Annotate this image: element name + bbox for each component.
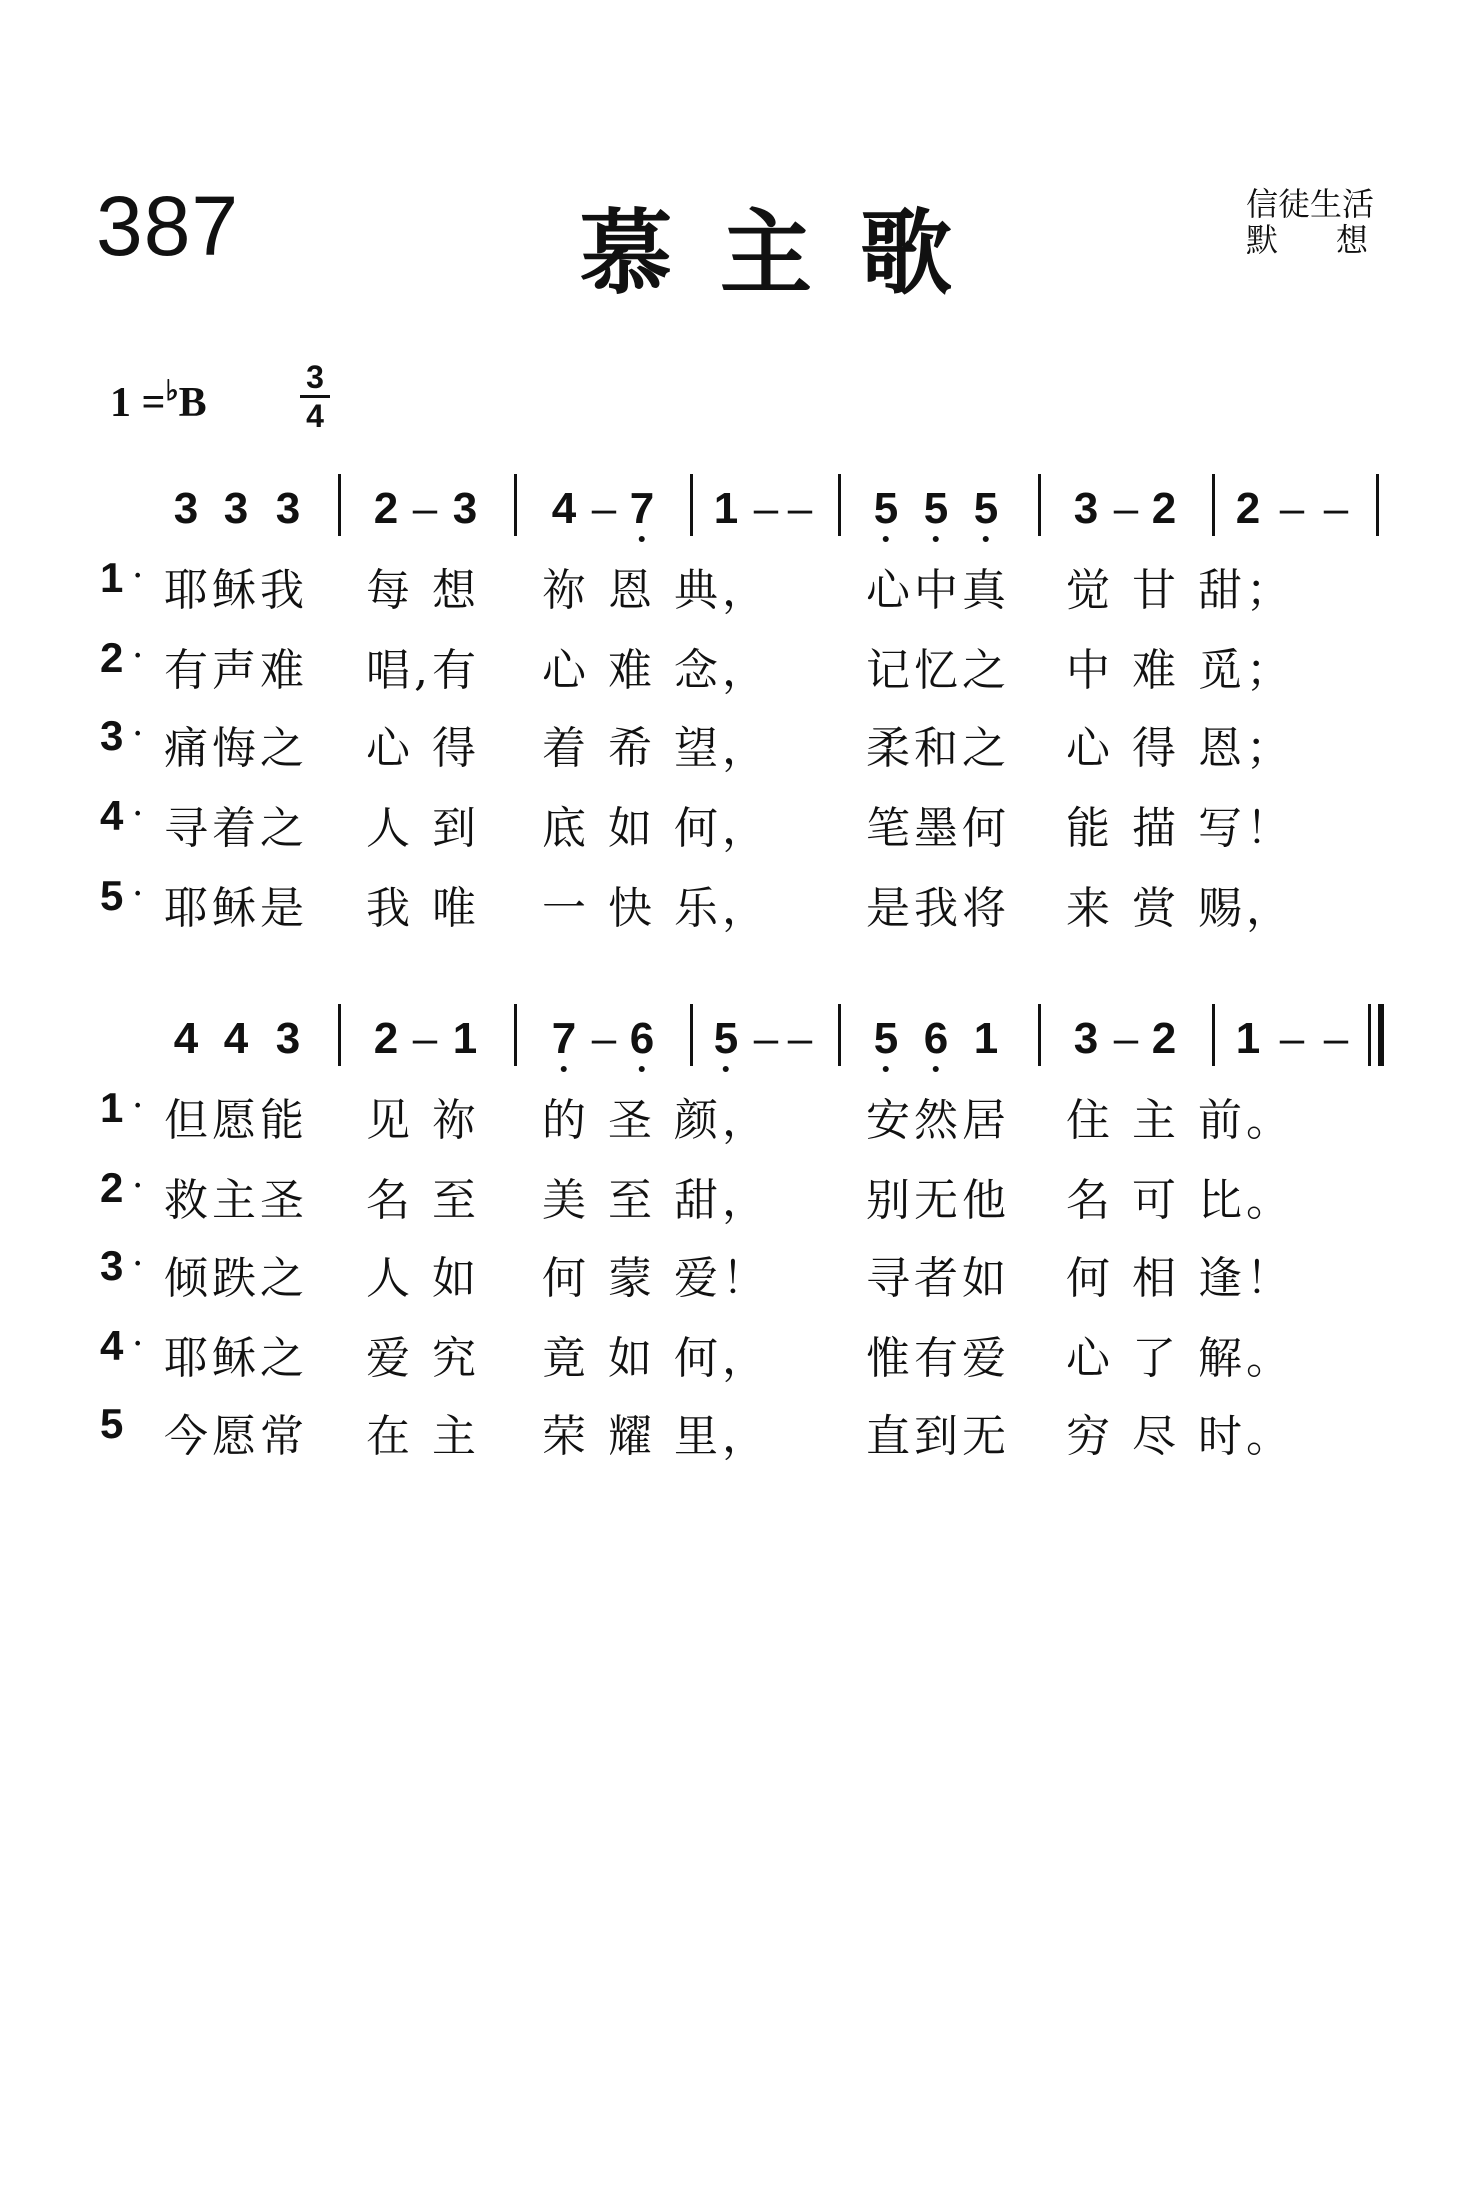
note: 3 bbox=[452, 484, 478, 533]
key-tonic: B bbox=[178, 380, 207, 426]
barline bbox=[1212, 474, 1215, 536]
lyric-phrase: 安然居 bbox=[866, 1095, 1010, 1146]
lyric-phrase: 爱 究 bbox=[366, 1333, 480, 1384]
verse-row-1 bbox=[0, 1078, 1476, 1146]
lyric-phrase: 每 想 bbox=[366, 565, 480, 616]
verse-dot: · bbox=[132, 556, 144, 597]
verse-number: 3 bbox=[100, 1242, 124, 1289]
dash: – bbox=[753, 484, 779, 533]
verse-number: 5 bbox=[100, 1400, 124, 1447]
dash: – bbox=[787, 1014, 813, 1063]
lyric-phrase: 中 难 觅； bbox=[1066, 645, 1294, 696]
verse-row-4 bbox=[0, 786, 1476, 854]
verse-number: 5 bbox=[100, 872, 124, 919]
lyric-phrase: 救主圣 bbox=[164, 1175, 308, 1226]
barline bbox=[1376, 474, 1379, 536]
lyric-phrase: 耶稣是 bbox=[164, 883, 308, 934]
note: 3 bbox=[1073, 1014, 1099, 1063]
dash: – bbox=[412, 1014, 438, 1063]
verse-dot: · bbox=[132, 1086, 144, 1127]
lyric-phrase: 是我将 bbox=[866, 883, 1010, 934]
verse-dot: · bbox=[132, 636, 144, 677]
lyric-phrase: 竟 如 何， bbox=[542, 1333, 770, 1384]
barline bbox=[338, 474, 341, 536]
notation-row-2 bbox=[0, 1004, 1476, 1074]
lyric-phrase: 在 主 bbox=[366, 1411, 480, 1462]
dash: – bbox=[591, 1014, 617, 1063]
hymn-title: 慕主歌 bbox=[580, 200, 1001, 307]
note: 3 bbox=[1073, 484, 1099, 533]
verse-number: 1 bbox=[100, 554, 124, 601]
barline bbox=[838, 1004, 841, 1066]
lyric-phrase: 的 圣 颜， bbox=[542, 1095, 770, 1146]
lyric-phrase: 今愿常 bbox=[164, 1411, 308, 1462]
time-signature-top: 3 bbox=[306, 359, 324, 395]
lyric-phrase: 穷 尽 时。 bbox=[1066, 1411, 1294, 1462]
note: 2 bbox=[1151, 484, 1177, 533]
lyric-phrase: 记忆之 bbox=[866, 645, 1010, 696]
lyric-phrase: 寻着之 bbox=[164, 803, 308, 854]
note: 1 bbox=[973, 1014, 999, 1063]
note: 5 bbox=[713, 1014, 739, 1063]
note: 1 bbox=[1235, 1014, 1261, 1063]
note: 2 bbox=[373, 1014, 399, 1063]
verse-row-5 bbox=[0, 866, 1476, 934]
verse-row-2 bbox=[0, 1158, 1476, 1226]
lyric-phrase: 人 到 bbox=[366, 803, 480, 854]
time-signature-bottom: 4 bbox=[306, 398, 324, 434]
verse-dot: · bbox=[132, 1166, 144, 1207]
note: 5 bbox=[873, 1014, 899, 1063]
note: 3 bbox=[275, 1014, 301, 1063]
verse-number: 4 bbox=[100, 792, 124, 839]
note: 3 bbox=[223, 484, 249, 533]
lyric-phrase: 何 相 逢！ bbox=[1066, 1253, 1294, 1304]
lyric-phrase: 着 希 望， bbox=[542, 723, 770, 774]
lyric-phrase: 祢 恩 典， bbox=[542, 565, 770, 616]
dash: – bbox=[787, 484, 813, 533]
lyric-phrase: 心中真 bbox=[866, 565, 1010, 616]
lyric-phrase: 美 至 甜， bbox=[542, 1175, 770, 1226]
key-signature bbox=[110, 374, 207, 427]
verse-dot: · bbox=[132, 794, 144, 835]
dash: – bbox=[591, 484, 617, 533]
barline bbox=[1038, 1004, 1041, 1066]
note: 6 bbox=[629, 1014, 655, 1063]
verse-number: 2 bbox=[100, 1164, 124, 1211]
verse-row-4 bbox=[0, 1316, 1476, 1384]
barline bbox=[338, 1004, 341, 1066]
lyric-phrase: 耶稣之 bbox=[164, 1333, 308, 1384]
lyric-phrase: 住 主 前。 bbox=[1066, 1095, 1294, 1146]
note: 4 bbox=[551, 484, 577, 533]
verse-row-5 bbox=[0, 1394, 1476, 1462]
verse-row-2 bbox=[0, 628, 1476, 696]
lyric-phrase: 柔和之 bbox=[866, 723, 1010, 774]
note: 5 bbox=[873, 484, 899, 533]
dash: – bbox=[1113, 484, 1139, 533]
dash: – bbox=[1279, 484, 1305, 533]
lyric-phrase: 来 赏 赐， bbox=[1066, 883, 1294, 934]
verse-row-3 bbox=[0, 706, 1476, 774]
note: 3 bbox=[173, 484, 199, 533]
lyric-phrase: 荣 耀 里， bbox=[542, 1411, 770, 1462]
lyric-phrase: 别无他 bbox=[866, 1175, 1010, 1226]
barline bbox=[1038, 474, 1041, 536]
final-barline bbox=[1378, 1004, 1384, 1066]
lyric-phrase: 名 可 比。 bbox=[1066, 1175, 1294, 1226]
note: 5 bbox=[973, 484, 999, 533]
dash: – bbox=[1323, 484, 1349, 533]
note: 5 bbox=[923, 484, 949, 533]
source-author: 默想 bbox=[1246, 221, 1427, 259]
lyric-phrase: 觉 甘 甜； bbox=[1066, 565, 1294, 616]
verse-row-3 bbox=[0, 1236, 1476, 1304]
lyric-phrase: 笔墨何 bbox=[866, 803, 1010, 854]
note: 6 bbox=[923, 1014, 949, 1063]
barline bbox=[1368, 1004, 1371, 1066]
verse-dot: · bbox=[132, 874, 144, 915]
lyric-phrase: 人 如 bbox=[366, 1253, 480, 1304]
lyric-phrase: 心 得 恩； bbox=[1066, 723, 1294, 774]
lyric-phrase: 直到无 bbox=[866, 1411, 1010, 1462]
note: 2 bbox=[373, 484, 399, 533]
dash: – bbox=[753, 1014, 779, 1063]
lyric-phrase: 心 得 bbox=[366, 723, 480, 774]
dash: – bbox=[1279, 1014, 1305, 1063]
note: 2 bbox=[1151, 1014, 1177, 1063]
note: 4 bbox=[223, 1014, 249, 1063]
lyric-phrase: 唱,有 bbox=[366, 645, 480, 696]
hymn-number: 387 bbox=[96, 179, 240, 273]
time-signature bbox=[300, 360, 330, 433]
note: 2 bbox=[1235, 484, 1261, 533]
source-credit bbox=[1246, 186, 1426, 258]
lyric-phrase: 寻者如 bbox=[866, 1253, 1010, 1304]
barline bbox=[690, 474, 693, 536]
lyric-phrase: 底 如 何， bbox=[542, 803, 770, 854]
dash: – bbox=[1113, 1014, 1139, 1063]
lyric-phrase: 倾跌之 bbox=[164, 1253, 308, 1304]
notation-row-1 bbox=[0, 474, 1476, 544]
verse-dot: · bbox=[132, 714, 144, 755]
flat-symbol: ♭ bbox=[165, 376, 179, 407]
lyric-phrase: 心 了 解。 bbox=[1066, 1333, 1294, 1384]
note: 4 bbox=[173, 1014, 199, 1063]
barline bbox=[514, 1004, 517, 1066]
note: 1 bbox=[713, 484, 739, 533]
lyric-phrase: 耶稣我 bbox=[164, 565, 308, 616]
dash: – bbox=[1323, 1014, 1349, 1063]
verse-number: 3 bbox=[100, 712, 124, 759]
key-label: 1 = bbox=[110, 380, 166, 426]
source-collection: 信徒生活 bbox=[1246, 185, 1375, 223]
barline bbox=[690, 1004, 693, 1066]
lyric-phrase: 见 祢 bbox=[366, 1095, 480, 1146]
lyric-phrase: 但愿能 bbox=[164, 1095, 308, 1146]
verse-dot: · bbox=[132, 1244, 144, 1285]
barline bbox=[514, 474, 517, 536]
verse-number: 4 bbox=[100, 1322, 124, 1369]
barline bbox=[1212, 1004, 1215, 1066]
lyric-phrase: 能 描 写！ bbox=[1066, 803, 1294, 854]
note: 7 bbox=[551, 1014, 577, 1063]
lyric-phrase: 痛悔之 bbox=[164, 723, 308, 774]
lyric-phrase: 名 至 bbox=[366, 1175, 480, 1226]
verse-row-1 bbox=[0, 548, 1476, 616]
note: 7 bbox=[629, 484, 655, 533]
lyric-phrase: 心 难 念， bbox=[542, 645, 770, 696]
barline bbox=[838, 474, 841, 536]
lyric-phrase: 何 蒙 爱！ bbox=[542, 1253, 770, 1304]
note: 1 bbox=[452, 1014, 478, 1063]
verse-number: 2 bbox=[100, 634, 124, 681]
lyric-phrase: 惟有爱 bbox=[866, 1333, 1010, 1384]
dash: – bbox=[412, 484, 438, 533]
note: 3 bbox=[275, 484, 301, 533]
lyric-phrase: 我 唯 bbox=[366, 883, 480, 934]
verse-number: 1 bbox=[100, 1084, 124, 1131]
lyric-phrase: 有声难 bbox=[164, 645, 308, 696]
lyric-phrase: 一 快 乐， bbox=[542, 883, 770, 934]
verse-dot: · bbox=[132, 1324, 144, 1365]
